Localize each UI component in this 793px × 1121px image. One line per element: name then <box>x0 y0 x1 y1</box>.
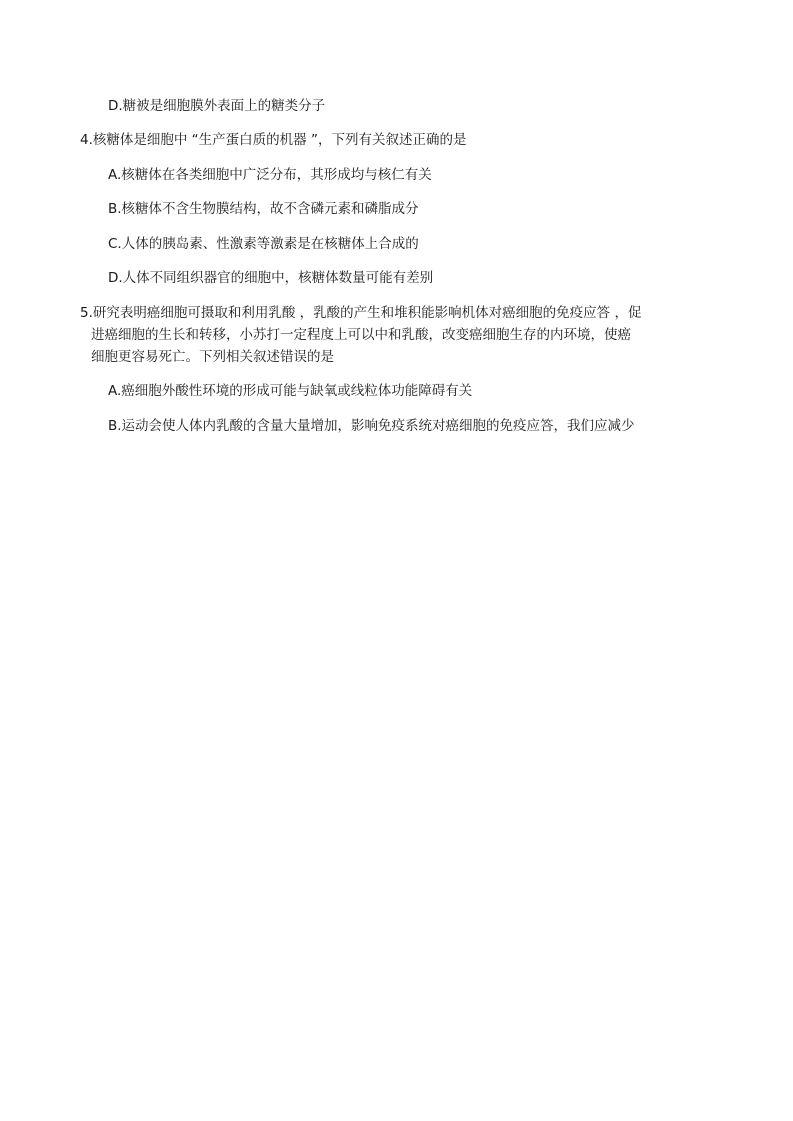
q4-option-d: D.人体不同组织器官的细胞中，核糖体数量可能有差别 <box>108 270 434 286</box>
q5-option-b: B.运动会使人体内乳酸的含量大量增加，影响免疫系统对癌细胞的免疫应答，我们应减少 <box>108 418 635 434</box>
q5-stem-line-2: 进癌细胞的生长和转移，小苏打一定程度上可以中和乳酸，改变癌细胞生存的内环境，使癌 <box>91 327 631 343</box>
q4-option-c: C.人体的胰岛素、性激素等激素是在核糖体上合成的 <box>108 236 419 252</box>
q5-option-a: A.癌细胞外酸性环境的形成可能与缺氧或线粒体功能障碍有关 <box>108 383 473 399</box>
q4-option-a: A.核糖体在各类细胞中广泛分布，其形成均与核仁有关 <box>108 167 432 183</box>
q5-stem-line-3: 细胞更容易死亡。下列相关叙述错误的是 <box>91 349 334 365</box>
q4-option-b: B.核糖体不含生物膜结构，故不含磷元素和磷脂成分 <box>108 201 419 217</box>
q4-stem: 4.核糖体是细胞中 “生产蛋白质的机器 ”，下列有关叙述正确的是 <box>80 132 467 148</box>
q5-stem-line-1: 5.研究表明癌细胞可摄取和利用乳酸 ，乳酸的产生和堆积能影响机体对癌细胞的免疫应答 ，促 <box>80 305 642 321</box>
q3-option-d: D.糖被是细胞膜外表面上的糖类分子 <box>108 98 326 114</box>
